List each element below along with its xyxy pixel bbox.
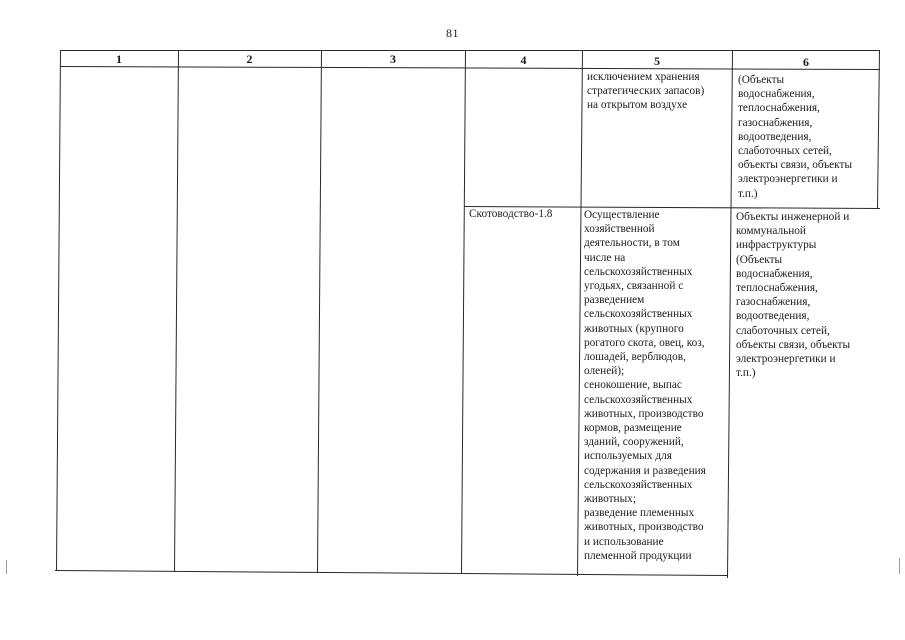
- row2-col5-text: Осуществление хозяйственной деятельности, в том числе на сельскохозяйственных угодьях, связанной с разведением сельскохозяйственных животных (крупного рогатого скота, овец, коз, лошадей, верблюдов, оленей); сенокошение, выпас сельскохозяйственных животных, производство кормов, размещение зданий, сооружений, используемых для содержания и разведения сельскохозяйственных животных; разведение племенных животных, производство и использование племенной продукции: [584, 209, 706, 562]
- table-left-border: [57, 50, 61, 571]
- scan-margin-mark-right: [899, 558, 900, 574]
- col-separator-4-5: [578, 50, 583, 576]
- header-col-1: 1: [116, 52, 122, 66]
- table-bottom-border: [55, 571, 727, 576]
- header-col-5: 5: [654, 54, 660, 68]
- header-col-6: 6: [803, 55, 809, 69]
- row1-col6-text: (Объекты водоснабжения, теплоснабжения, газоснабжения, водоотведения, слаботочных сетей, объекты связи, объекты электроэнергетики и т.п.): [738, 74, 853, 200]
- table-right-border: [878, 50, 880, 208]
- header-col-3: 3: [390, 52, 396, 66]
- col-separator-1-2: [175, 50, 179, 572]
- row2-col4-text: Скотоводство-1.8: [469, 208, 553, 220]
- col-separator-2-3: [318, 50, 322, 573]
- header-col-2: 2: [246, 52, 253, 66]
- scan-margin-mark-left: [6, 560, 7, 574]
- col-separator-5-6: [728, 50, 733, 578]
- row2-col6-text: Объекты инженерной и коммунальной инфраструктуры (Объекты водоснабжения, теплоснабжения, газоснабжения, водоотведения, слаботочных сетей, объекты связи, объекты электроэнергетики и т.п.): [736, 211, 851, 380]
- col-separator-3-4: [462, 50, 466, 574]
- row1-col5-text: исключением хранения стратегических запасов) на открытом воздухе: [587, 71, 705, 112]
- page-number: 81: [446, 26, 459, 40]
- header-col-4: 4: [520, 53, 527, 67]
